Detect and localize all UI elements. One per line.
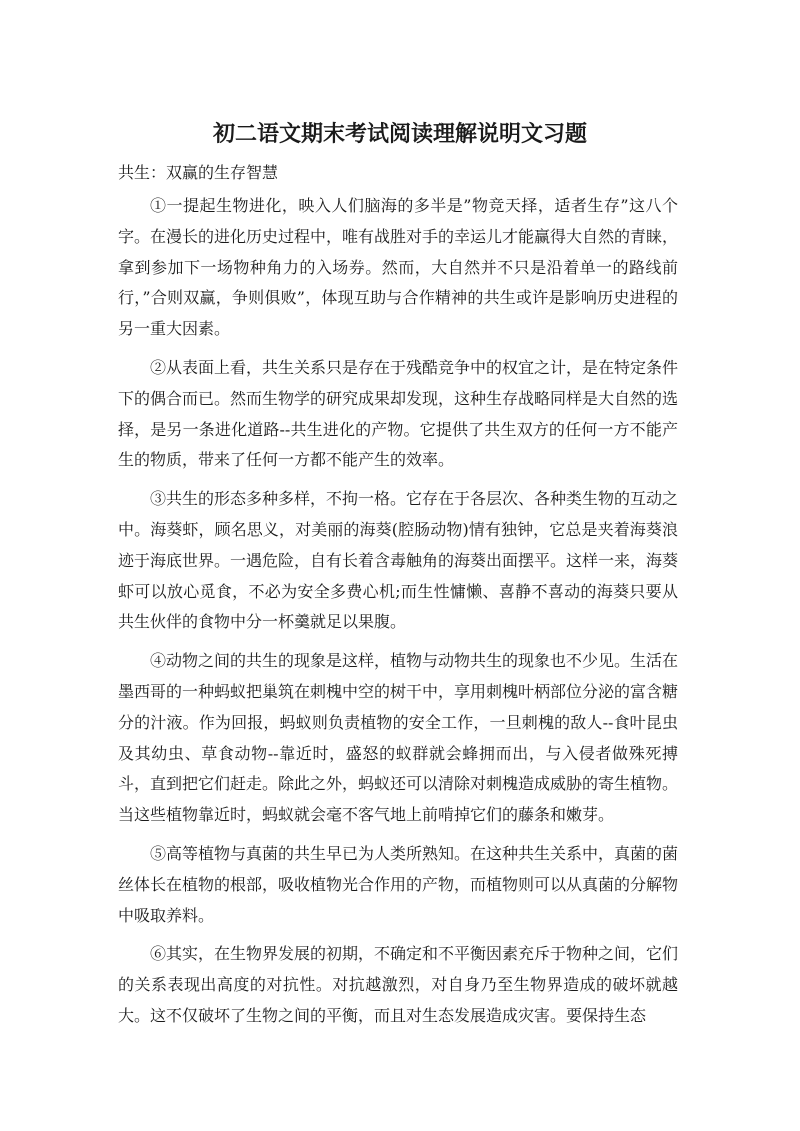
paragraph-1: ①一提起生物进化，映入人们脑海的多半是”物竞天择，适者生存”这八个字。在漫长的进化历史过程中，唯有战胜对手的幸运儿才能赢得大自然的青睐，拿到参加下一场物种角力的入场券。然而，大自然并不只是沿着单一的路线前行，”合则双赢，争则俱败”，体现互助与合作精神的共生或许是影响历史进程的另一重大因素。 [118,196,679,339]
paragraph-4: ④动物之间的共生的现象是这样，植物与动物共生的现象也不少见。生活在墨西哥的一种蚂蚁把巢筑在刺槐中空的树干中，享用刺槐叶柄部位分泌的富含糖分的汁液。作为回报，蚂蚁则负责植物的安全工作，一旦刺槐的敌人--食叶昆虫及其幼虫、草食动物--靠近时，盛怒的蚁群就会蜂拥而出，与入侵者做殊死搏斗，直到把它们赶走。除此之外，蚂蚁还可以清除对刺槐造成威胁的寄生植物。当这些植物靠近时，蚂蚁就会毫不客气地上前啃掉它们的藤条和嫩芽。 [118,651,679,825]
article-body [118,191,678,1040]
paragraph-3: ③共生的形态多种多样，不拘一格。它存在于各层次、各种类生物的互动之中。海葵虾，顾名思义，对美丽的海葵(腔肠动物)情有独钟，它总是夹着海葵浪迹于海底世界。一遇危险，自有长着含毒触角的海葵出面摆平。这样一来，海葵虾可以放心觅食，不必为安全多费心机;而生性慵懒、喜静不喜动的海葵只要从共生伙伴的食物中分一杯羹就足以果腹。 [118,489,679,632]
document-title: 初二语文期末考试阅读理解说明文习题 [212,122,587,147]
paragraph-6: ⑥其实，在生物界发展的初期，不确定和不平衡因素充斥于物种之间，它们的关系表现出高度的对抗性。对抗越激烈，对自身乃至生物界造成的破坏就越大。这不仅破坏了生物之间的平衡，而且对生态发展造成灾害。要保持生态 [118,944,679,1025]
paragraph-5: ⑤高等植物与真菌的共生早已为人类所熟知。在这种共生关系中，真菌的菌丝体长在植物的根部，吸收植物光合作用的产物，而植物则可以从真菌的分解物中吸取养料。 [118,843,679,925]
paragraph-2: ②从表面上看，共生关系只是存在于残酷竞争中的权宜之计，是在特定条件下的偶合而已。然而生物学的研究成果却发现，这种生存战略同样是大自然的选择，是另一条进化道路--共生进化的产物。它提供了共生双方的任何一方不能产生的物质，带来了任何一方都不能产生的效率。 [118,357,679,470]
article-subtitle: 共生：双赢的生存智慧 [118,163,279,182]
